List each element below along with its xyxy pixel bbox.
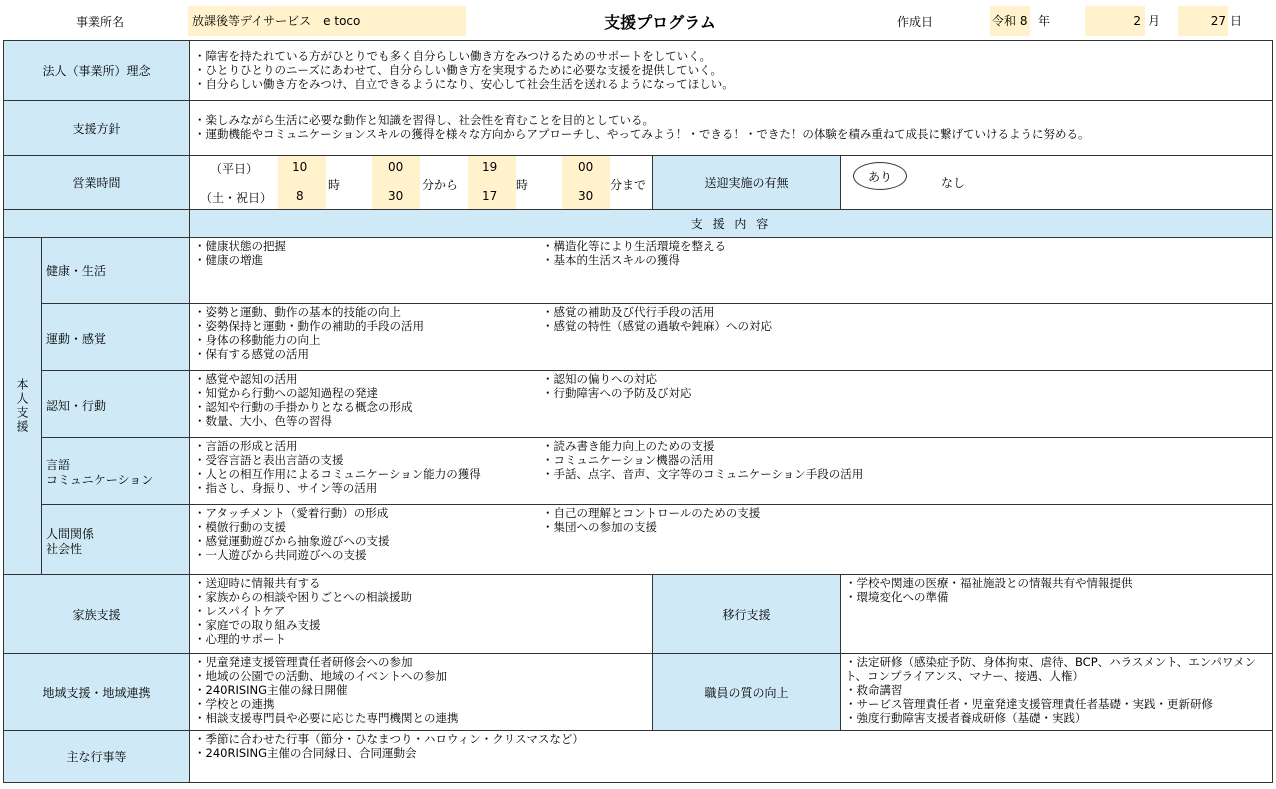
family-label: 家族支援: [3, 574, 190, 654]
list-item: ・構造化等により生活環境を整える: [542, 239, 726, 253]
personal-row-content: [189, 370, 1273, 438]
family-content: [189, 574, 653, 654]
list-item: ・地域の公園での活動、地域のイベントへの参加: [194, 669, 447, 683]
personal-row-label: 認知・行動: [41, 370, 190, 438]
list-item: ・相談支援専門員や必要に応じた専門機関との連携: [194, 711, 459, 725]
philosophy-line: ・障害を持たれている方がひとりでも多く自分らしい働き方をみつけるためのサポートをしていく。: [194, 49, 712, 63]
weekday-label: （平日）: [210, 162, 259, 176]
personal-row-label: 人間関係 社会性: [41, 504, 190, 575]
hours-label: 営業時間: [3, 155, 190, 210]
list-item: ・受容言語と表出言語の支援: [194, 453, 344, 467]
hour-unit-2: 時: [516, 178, 529, 192]
personal-support-text: 本人支援: [15, 378, 29, 434]
list-item: ・姿勢と運動、動作の基本的技能の向上: [194, 305, 401, 319]
list-item: ・感覚の特性（感覚の過敏や鈍麻）への対応: [542, 319, 772, 333]
list-item: ・行動障害への予防及び対応: [542, 386, 692, 400]
policy-line: ・運動機能やコミュニケーションスキルの獲得を様々な方向からアプローチし、やってみよう！・できる！・できた！の体験を積み重ねて成長に繋げていけるように努める。: [194, 127, 1090, 141]
from-unit: 分から: [422, 178, 459, 192]
list-item: ・環境変化への準備: [845, 590, 949, 604]
weekday-end-m: 00: [578, 160, 594, 174]
philosophy-label: 法人（事業所）理念: [3, 40, 190, 101]
to-unit: 分まで: [610, 178, 647, 192]
created-era-year[interactable]: [990, 6, 1030, 36]
hours-content: [189, 155, 653, 210]
community-label: 地域支援・地域連携: [3, 653, 190, 731]
events-content: [189, 730, 1273, 783]
list-item: ・人との相互作用によるコミュニケーション能力の獲得: [194, 467, 481, 481]
month-value[interactable]: 2: [1085, 6, 1145, 36]
weekday-start-m: 00: [388, 160, 404, 174]
list-item: ・強度行動障害支援者養成研修（基礎・実践）: [845, 711, 1087, 725]
list-item: ・コミュニケーション機器の活用: [542, 453, 714, 467]
list-item: ・保有する感覚の活用: [194, 347, 309, 361]
support-header-spacer: [3, 209, 190, 238]
weekday-start-h: 10: [292, 160, 308, 174]
list-item: ・法定研修（感染症予防、身体拘束、虐待、BCP、ハラスメント、エンパワメント、コンプライアンス、マナー、接遇、人権）: [845, 655, 1257, 683]
policy-line: ・楽しみながら生活に必要な動作と知識を習得し、社会性を育むことを目的としている。: [194, 113, 654, 127]
philosophy-line: ・ひとりひとりのニーズにあわせて、自分らしい働き方を実現するために必要な支援を提供していく。: [194, 63, 722, 77]
list-item: ・240RISING主催の合同縁日、合同運動会: [194, 746, 417, 760]
holiday-end-h: 17: [482, 189, 498, 203]
list-item: ・一人遊びから共同遊びへの支援: [194, 548, 367, 562]
list-item: ・児童発達支援管理責任者研修会への参加: [194, 655, 413, 669]
staff-label: 職員の質の向上: [652, 653, 841, 731]
list-item: ・言語の形成と活用: [194, 439, 298, 453]
community-content: [189, 653, 653, 731]
personal-row-content: [189, 237, 1273, 304]
policy-content: [189, 100, 1273, 156]
events-label: 主な行事等: [3, 730, 190, 783]
personal-row-label: 健康・生活: [41, 237, 190, 304]
philosophy-content: [189, 40, 1273, 101]
list-item: ・知覚から行動への認知過程の発達: [194, 386, 378, 400]
list-item: ・送迎時に情報共有する: [194, 576, 321, 590]
list-item: ・レスパイトケア: [194, 604, 286, 618]
transition-label: 移行支援: [652, 574, 841, 654]
personal-row-content: [189, 303, 1273, 371]
office-name-value[interactable]: 放課後等デイサービス e toco: [188, 6, 466, 36]
list-item: ・手話、点字、音声、文字等のコミュニケーション手段の活用: [542, 467, 864, 481]
list-item: ・心理的サポート: [194, 632, 286, 646]
personal-row-content: [189, 504, 1273, 575]
list-item: ・感覚運動遊びから抽象遊びへの支援: [194, 534, 390, 548]
list-item: ・集団への参加の支援: [542, 520, 657, 534]
transition-content: [840, 574, 1273, 654]
staff-content: [840, 653, 1273, 731]
office-name-label: 事業所名: [75, 14, 124, 29]
era-label: 令和: [992, 14, 1017, 28]
list-item: ・学校との連携: [194, 697, 275, 711]
list-item: ・アタッチメント（愛着行動）の形成: [194, 506, 389, 520]
support-content-header: 支 援 内 容: [189, 209, 1273, 238]
list-item: ・サービス管理責任者・児童発達支援管理責任者基礎・実践・更新研修: [845, 697, 1213, 711]
list-item: ・認知や行動の手掛かりとなる概念の形成: [194, 400, 413, 414]
page-title: 支援プログラム: [604, 12, 716, 32]
list-item: ・基本的生活スキルの獲得: [542, 253, 680, 267]
list-item: ・感覚の補助及び代行手段の活用: [542, 305, 715, 319]
list-item: ・姿勢保持と運動・動作の補助的手段の活用: [194, 319, 424, 333]
day-value[interactable]: 27: [1178, 6, 1228, 36]
list-item: ・読み書き能力向上のための支援: [542, 439, 715, 453]
list-item: ・季節に合わせた行事（節分・ひなまつり・ハロウィン・クリスマスなど）: [194, 732, 584, 746]
list-item: ・身体の移動能力の向上: [194, 333, 321, 347]
personal-row-label: 運動・感覚: [41, 303, 190, 371]
list-item: ・240RISING主催の縁日開催: [194, 683, 348, 697]
list-item: ・家族からの相談や困りごとへの相談援助: [194, 590, 413, 604]
month-unit: 月: [1148, 14, 1161, 28]
list-item: ・認知の偏りへの対応: [542, 372, 657, 386]
list-item: ・自己の理解とコントロールのための支援: [542, 506, 761, 520]
list-item: ・健康の増進: [194, 253, 263, 267]
holiday-start-m: 30: [388, 189, 404, 203]
list-item: ・数量、大小、色等の習得: [194, 414, 332, 428]
created-date-label: 作成日: [896, 14, 933, 29]
list-item: ・指さし、身振り、サイン等の活用: [194, 481, 378, 495]
transport-no-option[interactable]: なし: [941, 176, 966, 190]
day-unit: 日: [1230, 14, 1243, 28]
list-item: ・救命講習: [845, 683, 903, 697]
philosophy-line: ・自分らしい働き方をみつけ、自立できるようになり、安心して社会生活を送れるようになってほしい。: [194, 77, 734, 91]
transport-options: [840, 155, 1273, 210]
list-item: ・模倣行動の支援: [194, 520, 286, 534]
list-item: ・感覚や認知の活用: [194, 372, 298, 386]
weekday-end-h: 19: [482, 160, 498, 174]
policy-label: 支援方針: [3, 100, 190, 156]
hour-unit: 時: [328, 178, 341, 192]
list-item: ・家庭での取り組み支援: [194, 618, 321, 632]
transport-yes-option[interactable]: あり: [853, 162, 907, 190]
transport-label: 送迎実施の有無: [652, 155, 841, 210]
personal-row-label: 言語 コミュニケーション: [41, 437, 190, 505]
year-value: 8: [1019, 14, 1028, 28]
personal-support-label: [3, 237, 42, 575]
personal-row-content: [189, 437, 1273, 505]
holiday-end-m: 30: [578, 189, 594, 203]
list-item: ・健康状態の把握: [194, 239, 286, 253]
holiday-start-h: 8: [296, 189, 304, 203]
year-unit: 年: [1038, 14, 1051, 28]
list-item: ・学校や関連の医療・福祉施設との情報共有や情報提供: [845, 576, 1133, 590]
holiday-label: （土・祝日）: [200, 191, 273, 205]
